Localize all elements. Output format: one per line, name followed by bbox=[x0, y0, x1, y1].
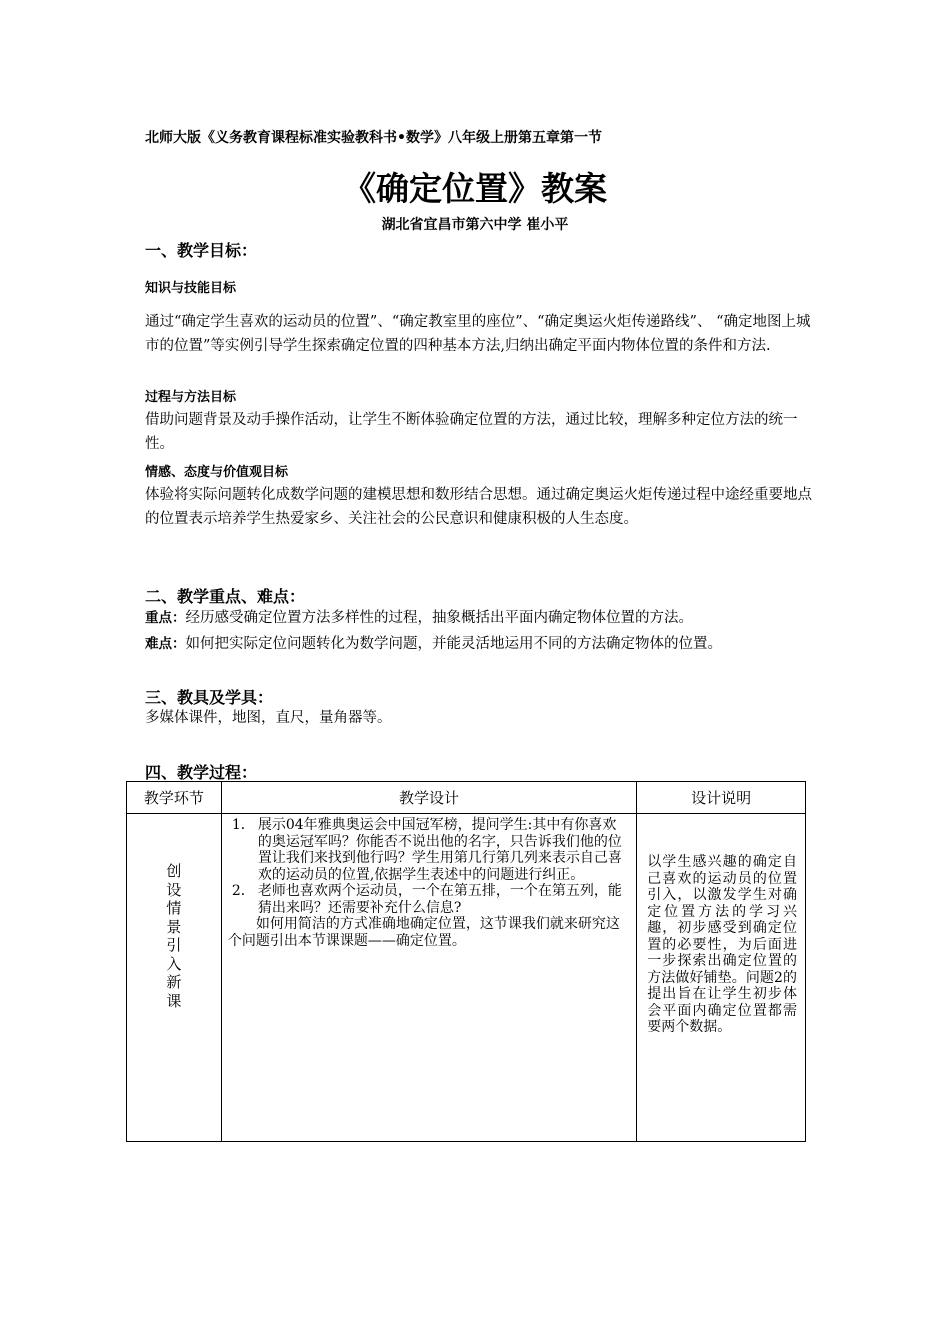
section1-heading: 一、教学目标： bbox=[145, 241, 258, 260]
section2-heading: 二、教学重点、难点： bbox=[145, 587, 306, 606]
item-text: 老师也喜欢两个运动员，一个在第五排，一个在第五列，能猜出来吗？还需要补充什么信息? bbox=[257, 883, 622, 916]
item-text: 展示04年雅典奥运会中国冠军榜，提问学生:其中有你喜欢的奥运冠军吗？你能否不说出他的名字，只告诉我们他的位置让我们来找到他行吗？学生用第几行第几列来表示自己喜欢的运动员的位置,依据学生表述中的问题进行纠正。 bbox=[257, 817, 622, 883]
stage-label: 创设情景引入新课 bbox=[166, 862, 182, 1010]
knowledge-goal-heading: 知识与技能目标 bbox=[145, 281, 237, 296]
item-number: 2． bbox=[231, 883, 255, 899]
key-point bbox=[145, 606, 845, 630]
header-note: 设计说明 bbox=[637, 782, 806, 814]
header-stage: 教学环节 bbox=[127, 782, 222, 814]
process-goal-text: 借助问题背景及动手操作活动，让学生不断体验确定位置的方法，通过比较，理解多种定位方法的统一性。 bbox=[145, 412, 798, 452]
process-goal-heading: 过程与方法目标 bbox=[145, 390, 237, 405]
key-point-text: 经历感受确定位置方法多样性的过程，抽象概括出平面内确定物体位置的方法。 bbox=[185, 610, 693, 626]
table-header-row bbox=[127, 782, 806, 814]
header-line: 北师大版《义务教育课程标准实验教科书•数学》八年级上册第五章第一节 bbox=[145, 130, 602, 146]
emotion-goal-heading: 情感、态度与价值观目标 bbox=[145, 465, 289, 480]
emotion-goal-text: 体验将实际问题转化成数学问题的建模思想和数形结合思想。通过确定奥运火炬传递过程中途经重要地点的位置表示培养学生热爱家乡、关注社会的公民意识和健康积极的人生态度。 bbox=[145, 487, 812, 527]
tools-text: 多媒体课件，地图，直尺，量角器等。 bbox=[145, 710, 392, 726]
item-number: 1． bbox=[231, 817, 255, 833]
note-cell bbox=[637, 814, 806, 1142]
design-continuation: 如何用简洁的方式准确地确定位置，这节课我们就来研究这个问题引出本节课课题——确定位置。 bbox=[227, 916, 620, 949]
difficult-point-label: 难点： bbox=[145, 636, 186, 652]
section3-heading: 三、教具及学具： bbox=[145, 688, 274, 707]
design-item-2 bbox=[228, 883, 630, 916]
author-line: 湖北省宜昌市第六中学 崔小平 bbox=[381, 217, 569, 233]
difficult-point bbox=[145, 632, 845, 656]
stage-cell bbox=[127, 814, 222, 1142]
table-row bbox=[127, 814, 806, 1142]
design-note-text: 以学生感兴趣的确定自己喜欢的运动员的位置引入，以激发学生对确定位置方法的学习兴趣，初步感受到确定位置的必要性，为后面进一步探索出确定位置的方法做好铺垫。问题2的提出旨在让学生初步体会平面内确定位置都需要两个数据。 bbox=[647, 854, 797, 1035]
knowledge-goal-text: 通过“确定学生喜欢的运动员的位置”、“确定教室里的座位”、“确定奥运火炬传递路线”、 “确定地图上城市的位置”等实例引导学生探索确定位置的四种基本方法,归纳出确定平面内物体位置的条件和方法. bbox=[145, 314, 811, 354]
teaching-process-table bbox=[126, 781, 806, 1142]
design-cell bbox=[221, 814, 636, 1142]
header-design: 教学设计 bbox=[221, 782, 636, 814]
document-title: 《确定位置》教案 bbox=[343, 169, 607, 208]
key-point-label: 重点： bbox=[145, 610, 186, 626]
section4-heading: 四、教学过程： bbox=[145, 763, 258, 782]
design-item-1 bbox=[228, 817, 630, 883]
difficult-point-text: 如何把实际定位问题转化为数学问题，并能灵活地运用不同的方法确定物体的位置。 bbox=[185, 636, 722, 652]
